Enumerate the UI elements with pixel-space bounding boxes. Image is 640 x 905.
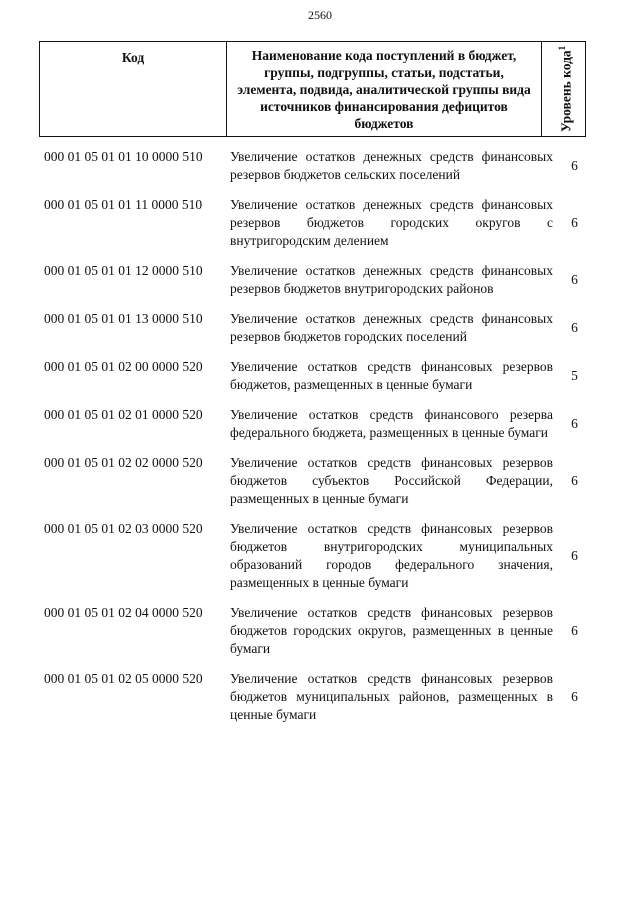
row-level: 5 xyxy=(571,368,578,383)
header-name: Наименование кода поступлений в бюджет, группы, подгруппы, статьи, подстатьи, элемента, подвида, аналитической группы вида источников финансирования дефицитов бюджетов xyxy=(227,42,542,136)
row-name: Увеличение остатков средств финансовых резервов бюджетов субъектов Российской Федерации, размещенных в ценные бумаги xyxy=(230,455,553,506)
header-level-cell xyxy=(542,42,585,136)
header-level-label: Уровень кода xyxy=(557,50,573,133)
table-row xyxy=(44,406,596,442)
row-level: 6 xyxy=(571,623,578,638)
row-name: Увеличение остатков денежных средств финансовых резервов бюджетов внутригородских районов xyxy=(230,263,553,296)
table-row xyxy=(44,604,596,658)
row-level: 6 xyxy=(571,320,578,335)
header-level xyxy=(554,46,573,132)
row-code: 000 01 05 01 02 01 0000 520 xyxy=(44,407,203,422)
row-level: 6 xyxy=(571,473,578,488)
row-name: Увеличение остатков средств финансовых резервов бюджетов городских округов, размещенных в ценные бумаги xyxy=(230,605,553,656)
row-code: 000 01 05 01 02 02 0000 520 xyxy=(44,455,203,470)
row-code: 000 01 05 01 02 03 0000 520 xyxy=(44,521,203,536)
table-row xyxy=(44,196,596,250)
header-level-footnote: 1 xyxy=(556,45,567,51)
row-level: 6 xyxy=(571,158,578,173)
row-code: 000 01 05 01 01 13 0000 510 xyxy=(44,311,203,326)
row-code: 000 01 05 01 01 11 0000 510 xyxy=(44,197,203,212)
table-row xyxy=(44,520,596,592)
table-row xyxy=(44,358,596,394)
row-name: Увеличение остатков средств финансовых резервов бюджетов, размещенных в ценные бумаги xyxy=(230,359,553,392)
table-row xyxy=(44,148,596,184)
row-name: Увеличение остатков средств финансовых резервов бюджетов муниципальных районов, размещенных в ценные бумаги xyxy=(230,671,553,722)
row-name: Увеличение остатков денежных средств финансовых резервов бюджетов сельских поселений xyxy=(230,149,553,182)
row-level: 6 xyxy=(571,548,578,563)
header-code: Код xyxy=(40,42,227,136)
row-name: Увеличение остатков средств финансовых резервов бюджетов внутригородских муниципальных образований городов федерального значения, размещенных в ценные бумаги xyxy=(230,521,553,590)
table-row xyxy=(44,262,596,298)
row-level: 6 xyxy=(571,689,578,704)
row-code: 000 01 05 01 02 04 0000 520 xyxy=(44,605,203,620)
table-header xyxy=(39,41,586,137)
table-row xyxy=(44,454,596,508)
row-code: 000 01 05 01 01 10 0000 510 xyxy=(44,149,203,164)
table-body xyxy=(44,148,596,736)
page-number: 2560 xyxy=(308,8,332,22)
row-name: Увеличение остатков денежных средств финансовых резервов бюджетов городских округов с внутригородским делением xyxy=(230,197,553,248)
row-name: Увеличение остатков денежных средств финансовых резервов бюджетов городских поселений xyxy=(230,311,553,344)
table-row xyxy=(44,310,596,346)
row-level: 6 xyxy=(571,215,578,230)
row-code: 000 01 05 01 02 05 0000 520 xyxy=(44,671,203,686)
row-code: 000 01 05 01 02 00 0000 520 xyxy=(44,359,203,374)
row-name: Увеличение остатков средств финансового резерва федерального бюджета, размещенных в ценные бумаги xyxy=(230,407,553,440)
row-code: 000 01 05 01 01 12 0000 510 xyxy=(44,263,203,278)
row-level: 6 xyxy=(571,272,578,287)
table-row xyxy=(44,670,596,724)
row-level: 6 xyxy=(571,416,578,431)
